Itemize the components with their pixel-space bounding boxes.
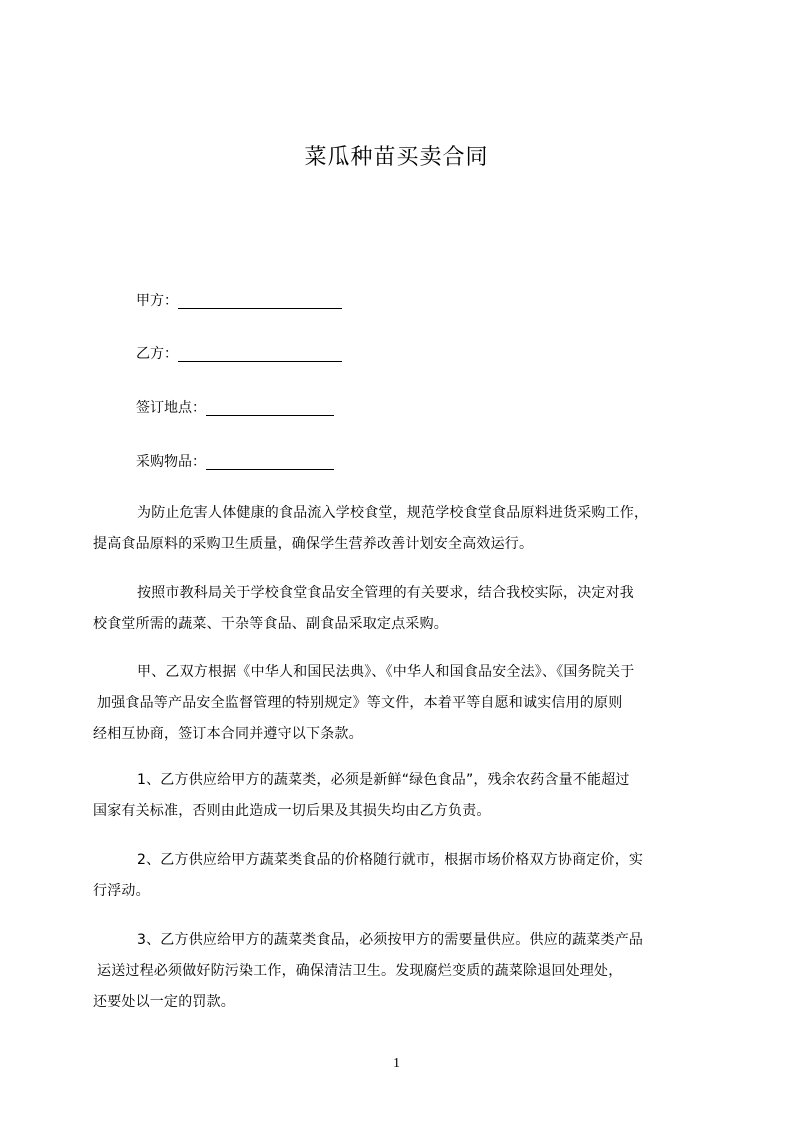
paragraph-line: 3、乙方供应给甲方的蔬菜类食品，必须按甲方的需要量供应。供应的蔬菜类产品 bbox=[137, 932, 644, 948]
clause-3 bbox=[93, 925, 710, 1018]
clause-1 bbox=[93, 765, 710, 827]
sign-place-field bbox=[136, 398, 334, 418]
paragraph-line: 2、乙方供应给甲方蔬菜类食品的价格随行就市，根据市场价格双方协商定价，实 bbox=[137, 852, 644, 868]
party-b-blank[interactable] bbox=[178, 347, 342, 362]
paragraph-line: 提高食品原料的采购卫生质量，确保学生营养改善计划安全高效运行。 bbox=[93, 536, 534, 552]
sign-place-label: 签订地点： bbox=[136, 400, 206, 416]
items-label: 采购物品： bbox=[136, 454, 206, 470]
paragraph-line: 运送过程必须做好防污染工作，确保清洁卫生。发现腐烂变质的蔬菜除退回处理处， bbox=[97, 963, 623, 979]
party-b-field bbox=[136, 344, 342, 364]
paragraph-purpose bbox=[93, 498, 710, 560]
party-b-label: 乙方： bbox=[136, 346, 178, 362]
document-title: 菜瓜种苗买卖合同 bbox=[304, 145, 489, 170]
paragraph-line: 按照市教科局关于学校食堂食品安全管理的有关要求，结合我校实际，决定对我 bbox=[137, 585, 634, 601]
paragraph-line: 国家有关标准，否则由此造成一切后果及其损失均由乙方负责。 bbox=[93, 803, 491, 819]
party-a-label: 甲方： bbox=[136, 293, 178, 309]
party-a-blank[interactable] bbox=[178, 294, 342, 309]
paragraph-line: 还要处以一定的罚款。 bbox=[93, 994, 235, 1010]
items-blank[interactable] bbox=[206, 455, 334, 470]
paragraph-line: 为防止危害人体健康的食品流入学校食堂，规范学校食堂食品原料进货采购工作， bbox=[137, 505, 649, 521]
page-number: 1 bbox=[393, 1056, 400, 1071]
paragraph-basis bbox=[93, 578, 710, 640]
paragraph-line: 行浮动。 bbox=[93, 883, 150, 899]
paragraph-line: 加强食品等产品安全监督管理的特别规定》等文件，本着平等自愿和诚实信用的原则 bbox=[97, 695, 623, 711]
sign-place-blank[interactable] bbox=[206, 401, 334, 416]
paragraph-line: 经相互协商，签订本合同并遵守以下条款。 bbox=[93, 726, 363, 742]
clause-2 bbox=[93, 845, 710, 907]
party-a-field bbox=[136, 291, 342, 311]
paragraph-line: 1、乙方供应给甲方的蔬菜类，必须是新鲜“绿色食品”，残余农药含量不能超过 bbox=[137, 772, 630, 788]
items-field bbox=[136, 452, 334, 472]
paragraph-line: 甲、乙双方根据《中华人和国民法典》、《中华人和国食品安全法》、《国务院关于 bbox=[137, 664, 635, 680]
paragraph-line: 校食堂所需的蔬菜、干杂等食品、副食品采取定点采购。 bbox=[93, 616, 448, 632]
paragraph-legal bbox=[93, 657, 710, 750]
